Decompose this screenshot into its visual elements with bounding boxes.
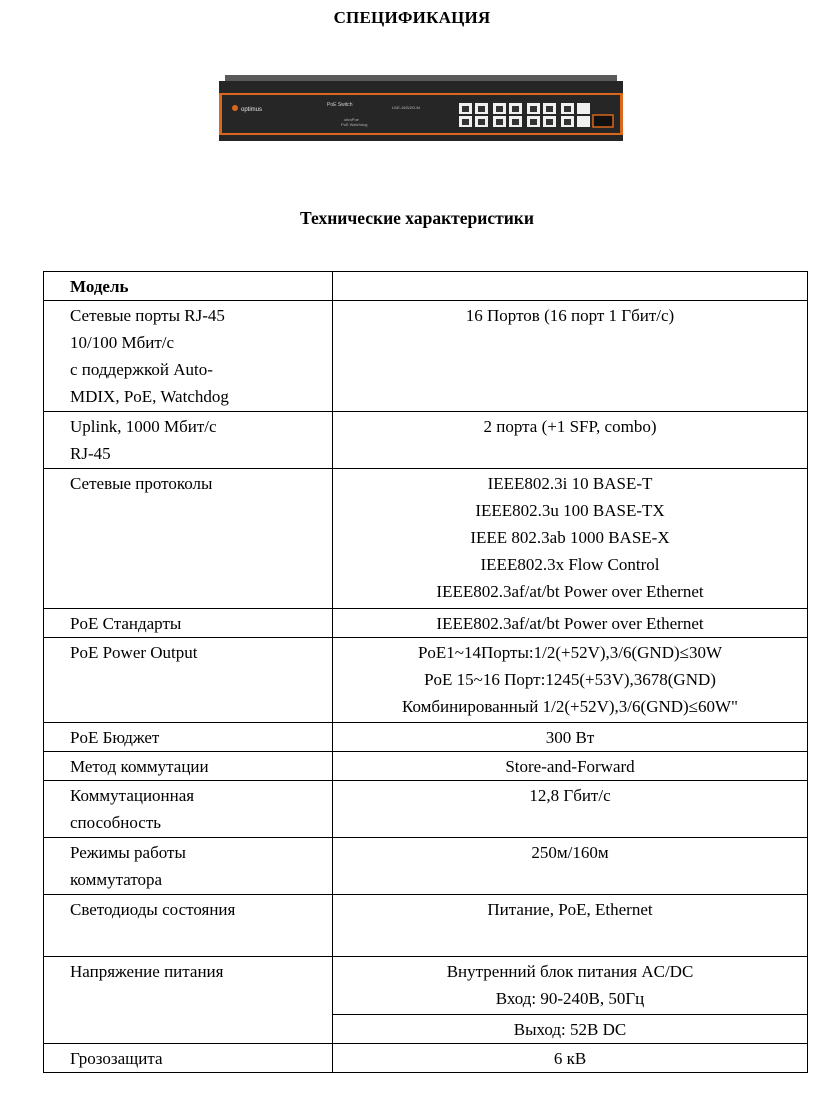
row-label	[44, 1044, 333, 1073]
table-row	[44, 1044, 808, 1073]
row-value	[333, 838, 808, 895]
row-value-line: IEEE802.3u 100 BASE-TX	[475, 501, 665, 520]
table-row	[44, 895, 808, 957]
row-value	[333, 301, 808, 412]
model-label: U1E-16G/2G-M	[392, 105, 420, 110]
row-label	[44, 469, 333, 609]
ethernet-port-socket	[462, 106, 469, 112]
row-value	[333, 412, 808, 469]
row-label	[44, 301, 333, 412]
row-label-line: Uplink, 1000 Мбит/с	[70, 417, 217, 436]
row-label-line: с поддержкой Auto-	[70, 360, 213, 379]
spec-table	[43, 271, 808, 1073]
section-title: Технические характеристики	[300, 208, 534, 228]
row-value-line: IEEE802.3af/at/bt Power over Ethernet	[436, 614, 704, 633]
ethernet-port-socket	[462, 119, 469, 125]
row-value	[333, 723, 808, 752]
table-row	[44, 752, 808, 781]
row-value	[333, 638, 808, 723]
table-row	[44, 469, 808, 609]
row-value-line: PoE 15~16 Порт:1245(+53V),3678(GND)	[424, 670, 716, 689]
ethernet-port-socket	[530, 106, 537, 112]
table-header-row	[44, 272, 808, 301]
ethernet-port-socket	[564, 106, 571, 112]
row-value-line: Комбинированный 1/2(+52V),3/6(GND)≤60W"	[401, 697, 739, 716]
row-label-line: MDIX, PoE, Watchdog	[70, 387, 229, 406]
row-value-line: 250м/160м	[531, 843, 609, 862]
ethernet-port-socket	[496, 119, 503, 125]
row-label	[44, 957, 333, 1044]
row-label	[44, 838, 333, 895]
row-value-line: Вход: 90-240В, 50Гц	[495, 989, 645, 1008]
row-label	[44, 781, 333, 838]
sfp-port	[593, 115, 613, 127]
ethernet-port-socket	[530, 119, 537, 125]
switch-accent-bar-bottom	[219, 133, 623, 135]
table-row	[44, 412, 808, 469]
row-label-line: RJ-45	[70, 444, 111, 463]
brand-label: optimus	[241, 107, 263, 113]
table-row	[44, 838, 808, 895]
row-label-line: Светодиоды состояния	[70, 900, 236, 919]
row-value	[333, 469, 808, 609]
row-value-line: Store-and-Forward	[505, 757, 635, 776]
row-value	[333, 895, 808, 957]
row-value-line: IEEE802.3i 10 BASE-T	[487, 474, 653, 493]
document-title: СПЕЦИФИКАЦИЯ	[333, 8, 491, 27]
row-value-line: Внутренний блок питания AC/DC	[446, 962, 694, 981]
ethernet-port-socket	[478, 119, 485, 125]
switch-accent-right	[620, 93, 623, 135]
row-label-line: Грозозащита	[70, 1049, 163, 1068]
row-label-line: PoE Бюджет	[70, 728, 160, 747]
row-value-extra: Выход: 52В DC	[333, 1015, 808, 1044]
table-row	[44, 781, 808, 838]
row-label-line: Коммутационная	[70, 786, 195, 805]
row-label-line: коммутатора	[70, 870, 163, 889]
row-label-line: способность	[70, 813, 162, 832]
table-row	[44, 957, 808, 1015]
row-label	[44, 723, 333, 752]
header-label: Модель	[44, 272, 333, 301]
ethernet-port-socket	[512, 119, 519, 125]
row-label	[44, 752, 333, 781]
table-row	[44, 609, 808, 638]
brand-logo-icon	[232, 105, 238, 111]
row-label	[44, 412, 333, 469]
row-value-line: IEEE802.3af/at/bt Power over Ethernet	[436, 582, 704, 601]
row-value	[333, 957, 808, 1015]
uplink-port	[577, 116, 590, 127]
ethernet-port-socket	[478, 106, 485, 112]
row-label-line: PoE Стандарты	[70, 614, 182, 633]
row-label	[44, 638, 333, 723]
row-value-line: 300 Вт	[545, 728, 595, 747]
row-value-line: IEEE802.3x Flow Control	[480, 555, 660, 574]
table-row	[44, 301, 808, 412]
row-value	[333, 1044, 808, 1073]
row-value-line: 6 кВ	[553, 1049, 587, 1068]
row-value-line: Питание, PoE, Ethernet	[487, 900, 653, 919]
ethernet-port-socket	[564, 119, 571, 125]
row-label	[44, 609, 333, 638]
switch-accent-bar-top	[219, 93, 623, 95]
panel-sub-2: PoE Watchdog	[341, 122, 368, 127]
ethernet-port-socket	[546, 119, 553, 125]
uplink-port	[577, 103, 590, 114]
row-label-line: Сетевые протоколы	[70, 474, 213, 493]
row-value-line: IEEE 802.3ab 1000 BASE-X	[470, 528, 670, 547]
poe-switch-image	[219, 75, 623, 141]
row-label-line: Сетевые порты RJ-45	[70, 306, 225, 325]
row-value	[333, 609, 808, 638]
switch-accent-left	[219, 93, 222, 135]
table-row	[44, 638, 808, 723]
panel-sub-1: ultraPoe	[344, 117, 359, 122]
row-label-line: PoE Power Output	[70, 643, 198, 662]
row-value	[333, 781, 808, 838]
row-value-line: 16 Портов (16 порт 1 Гбит/с)	[465, 306, 675, 325]
row-label-line: 10/100 Мбит/с	[70, 333, 175, 352]
row-label-line: Метод коммутации	[70, 757, 209, 776]
row-label-line: Напряжение питания	[70, 962, 224, 981]
table-row	[44, 723, 808, 752]
row-value	[333, 752, 808, 781]
row-label-line: Режимы работы	[70, 843, 186, 862]
header-value	[333, 272, 808, 301]
ethernet-port-socket	[496, 106, 503, 112]
panel-label: PoE Switch	[327, 102, 353, 108]
row-value-line: 2 порта (+1 SFP, combo)	[483, 417, 657, 436]
row-label	[44, 895, 333, 957]
ethernet-port-socket	[512, 106, 519, 112]
row-value-line: PoE1~14Порты:1/2(+52V),3/6(GND)≤30W	[417, 643, 723, 662]
ethernet-port-socket	[546, 106, 553, 112]
row-value-line: 12,8 Гбит/с	[529, 786, 611, 805]
